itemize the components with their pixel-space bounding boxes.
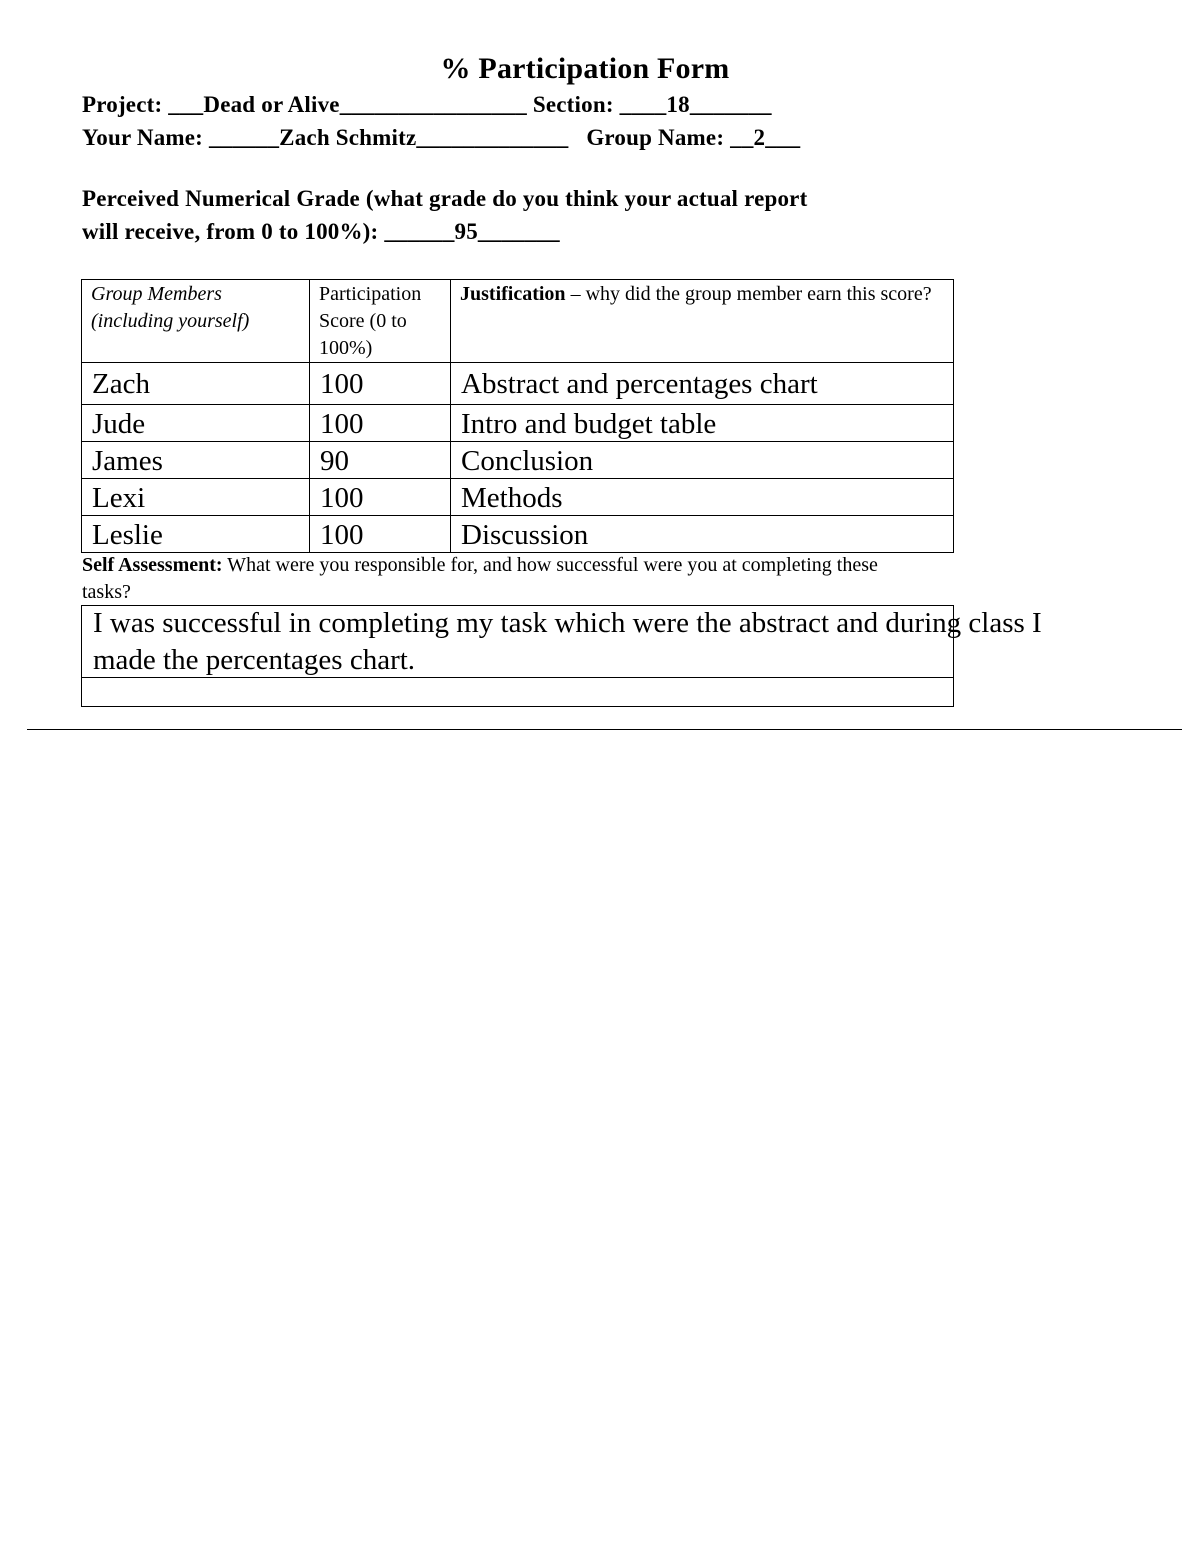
perceived-grade-question: Perceived Numerical Grade (what grade do you think your actual report — [82, 186, 808, 211]
member-name: Jude — [82, 405, 310, 442]
member-score: 100 — [310, 363, 451, 405]
member-justification: Conclusion — [451, 442, 954, 479]
header-justification-bold: Justification — [460, 283, 566, 305]
table-row — [82, 442, 954, 479]
member-score: 90 — [310, 442, 451, 479]
perceived-grade-answer: will receive, from 0 to 100%): ______95_______ — [82, 219, 560, 244]
self-assessment-question: What were you responsible for, and how successful were you at completing these tasks? — [82, 554, 878, 603]
table-row — [82, 405, 954, 442]
self-assessment-label: Self Assessment: — [82, 554, 223, 576]
page-divider — [27, 729, 1182, 730]
project-section-line: Project: ___Dead or Alive________________ Section: ____18_______ — [82, 92, 772, 117]
member-name: Zach — [82, 363, 310, 405]
header-justification — [451, 280, 954, 363]
self-assessment-prompt — [82, 552, 882, 606]
member-name: Leslie — [82, 516, 310, 553]
member-name: James — [82, 442, 310, 479]
member-justification: Intro and budget table — [451, 405, 954, 442]
form-title: % Participation Form — [440, 52, 730, 85]
table-row — [82, 363, 954, 405]
table-row — [82, 479, 954, 516]
table-row — [82, 516, 954, 553]
member-justification: Abstract and percentages chart — [451, 363, 954, 405]
member-score: 100 — [310, 405, 451, 442]
member-score: 100 — [310, 479, 451, 516]
participation-table — [81, 279, 954, 553]
self-assessment-answer: I was successful in completing my task which were the abstract and during class I made the percentages chart. — [93, 607, 1042, 676]
header-group-members: Group Members (including yourself) — [82, 280, 310, 363]
table-header-row — [82, 280, 954, 363]
header-participation-score: Participation Score (0 to 100%) — [310, 280, 451, 363]
member-name: Lexi — [82, 479, 310, 516]
member-score: 100 — [310, 516, 451, 553]
member-justification: Methods — [451, 479, 954, 516]
name-group-line: Your Name: ______Zach Schmitz_____________ Group Name: __2___ — [82, 125, 801, 150]
member-justification: Discussion — [451, 516, 954, 553]
header-justification-rest: – why did the group member earn this score? — [565, 283, 932, 305]
